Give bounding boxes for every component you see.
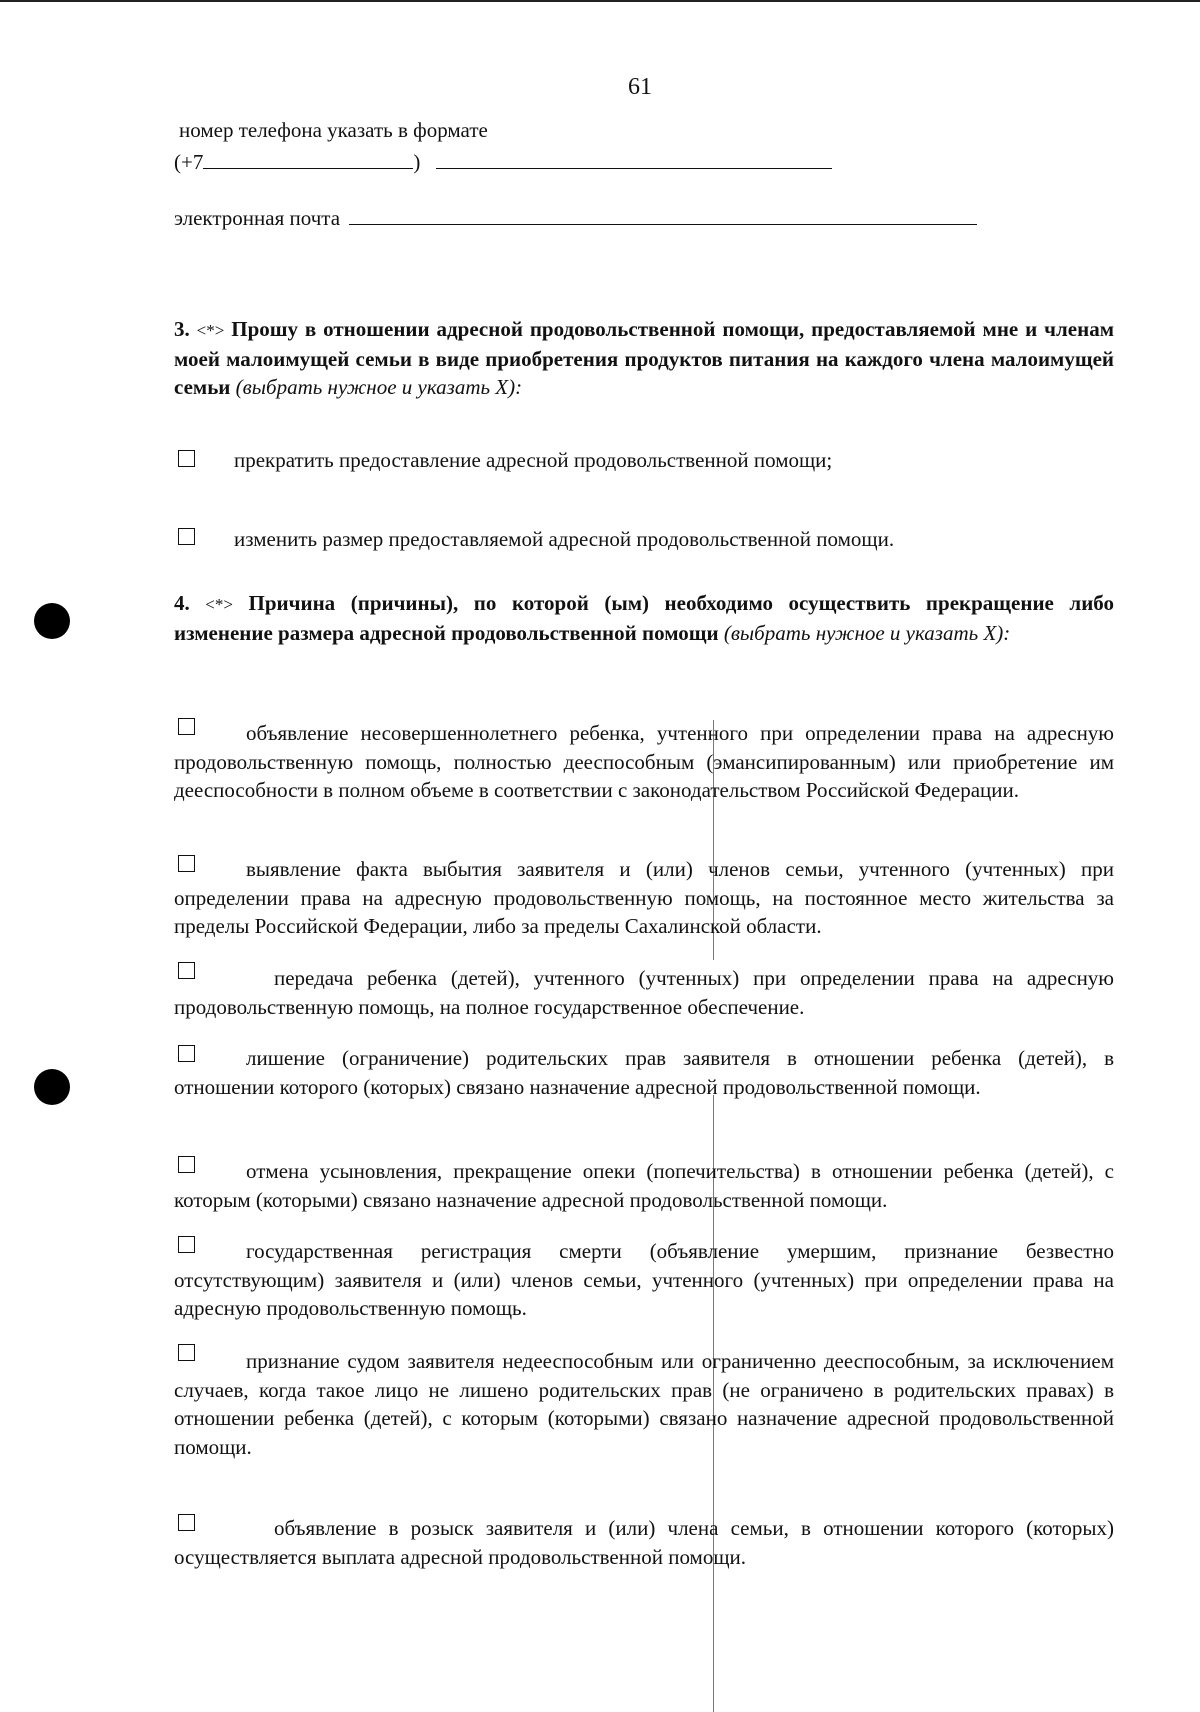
punch-hole xyxy=(34,1069,70,1105)
section-4-heading xyxy=(174,589,1114,647)
section-number: 3. xyxy=(174,317,190,341)
reason-wanted-text: объявление в розыск заявителя и (или) члена семьи, в отношении которого (которых) осуществляется выплата адресной продовольственной помощи. xyxy=(174,1516,1114,1569)
email-line xyxy=(174,204,977,231)
email-field[interactable] xyxy=(349,204,977,225)
phone-line xyxy=(174,148,832,175)
option-change-amount-label: изменить размер предоставляемой адресной продовольственной помощи. xyxy=(234,527,895,551)
section-heading-text: Причина (причины), по которой (ым) необходимо осуществить прекращение либо изменение размера адресной продовольственной помощи xyxy=(174,591,1115,645)
reason-departure-text: выявление факта выбытия заявителя и (или) членов семьи, учтенного (учтенных) при определении права на адресную продовольственную помощь, на постоянное место жительства за пределы Российской Федерации, либо за пределы Сахалинской области. xyxy=(174,857,1114,938)
section-hint: (выбрать нужное и указать Х): xyxy=(235,375,523,399)
option-stop-aid-label: прекратить предоставление адресной продовольственной помощи; xyxy=(234,448,833,472)
phone-number-field[interactable] xyxy=(436,148,832,169)
reason-death-text: государственная регистрация смерти (объявление умершим, признание безвестно отсутствующим) заявителя и (или) членов семьи, учтенного (учтенных) при определении права на адресную продовольственную помощь. xyxy=(174,1239,1114,1320)
page-number: 61 xyxy=(628,74,652,100)
phone-prefix: (+7 xyxy=(174,150,204,174)
reason-emancipation-text: объявление несовершеннолетнего ребенка, учтенного при определении права на адресную продовольственную помощь, полностью дееспособным (эмансипированным) или приобретение им дееспособности в полном объеме в соответствии с законодательством Российской Федерации. xyxy=(174,721,1114,802)
email-label: электронная почта xyxy=(174,206,341,230)
checkbox-change-amount[interactable] xyxy=(178,528,195,545)
section-3-heading xyxy=(174,315,1114,401)
section-marker: <*> xyxy=(205,595,233,614)
section-number: 4. xyxy=(174,591,190,615)
checkbox-stop-aid[interactable] xyxy=(178,450,195,467)
reason-incapacity-text: признание судом заявителя недееспособным или ограниченно дееспособным, за исключением случаев, когда такое лицо не лишено родительских прав (не ограничено в родительских правах) в отношении ребенка (детей), с которым (которыми) связано назначение адресной продовольственной помощи. xyxy=(174,1349,1114,1459)
scan-top-edge xyxy=(0,0,1200,2)
punch-hole xyxy=(34,603,70,639)
reason-state-care-text: передача ребенка (детей), учтенного (учтенных) при определении права на адресную продовольственную помощь, на полное государственное обеспечение. xyxy=(174,966,1114,1019)
phone-format-label: номер телефона указать в формате xyxy=(179,118,488,142)
reason-adoption-cancel-text: отмена усыновления, прекращение опеки (попечительства) в отношении ребенка (детей), с которым (которыми) связано назначение адресной продовольственной помощи. xyxy=(174,1159,1114,1212)
section-heading-text: Прошу в отношении адресной продовольственной помощи, предоставляемой мне и членам моей малоимущей семьи в виде приобретения продуктов питания на каждого члена малоимущей семьи xyxy=(174,317,1115,399)
phone-close-paren: ) xyxy=(413,150,421,174)
reason-parental-rights-text: лишение (ограничение) родительских прав заявителя в отношении ребенка (детей), в отношении которого (которых) связано назначение адресной продовольственной помощи. xyxy=(174,1046,1114,1099)
phone-code-field[interactable] xyxy=(203,148,413,169)
section-marker: <*> xyxy=(196,321,225,340)
section-hint: (выбрать нужное и указать Х): xyxy=(723,621,1011,645)
